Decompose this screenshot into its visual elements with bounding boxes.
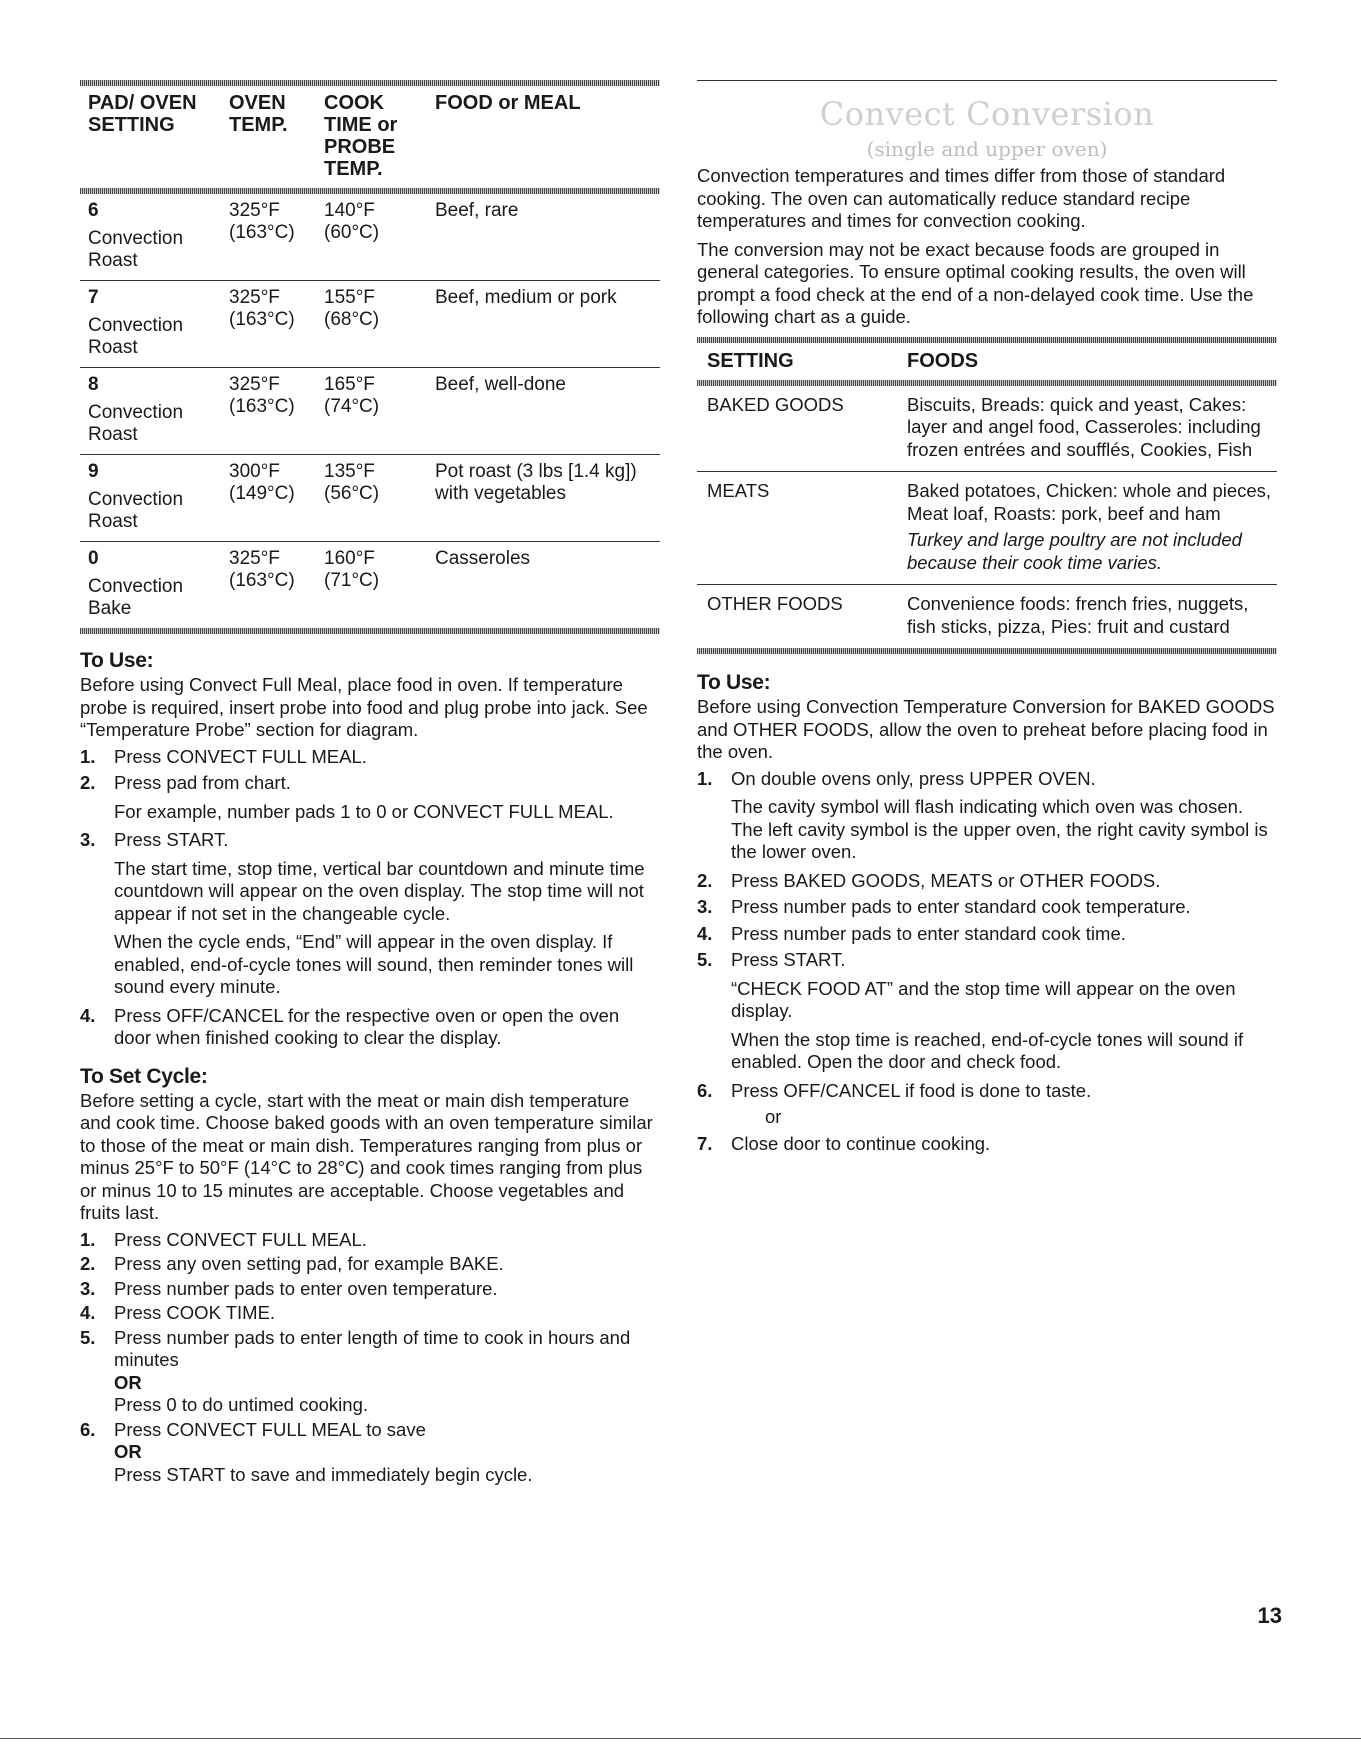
header-foods: FOODS: [907, 349, 979, 372]
pad-setting: Convection Roast: [88, 402, 184, 445]
to-use-heading: To Use:: [80, 649, 154, 672]
list-item: 1. Press CONVECT FULL MEAL.: [80, 1228, 367, 1250]
pad-setting: Convection Roast: [88, 489, 184, 532]
probe-temp-f: 165°F: [324, 374, 375, 395]
table-row: [697, 472, 1277, 585]
step-alternative: Press 0 to do untimed cooking.: [114, 1394, 369, 1415]
convect-para-2: The conversion may not be exact because foods are grouped in general categories. To ensure optimal cooking results, the oven will prompt a food check at the end of a non-delayed cook time. Use the following chart as a guide.: [697, 238, 1254, 327]
food-name: Beef, rare: [435, 200, 519, 221]
to-use-2-steps: [697, 768, 1277, 1156]
footer-rule: [0, 1738, 1361, 1739]
pad-number: 0: [88, 548, 99, 569]
setting-name: OTHER FOODS: [707, 593, 843, 614]
step-note: When the cycle ends, “End” will appear in the oven display. If enabled, end-of-cycle tones will sound, then reminder tones will sound every minute.: [114, 931, 634, 997]
food-name: Pot roast (3 lbs [1.4 kg]) with vegetables: [435, 461, 637, 504]
or-label: OR: [114, 1371, 142, 1393]
table-row: [80, 281, 660, 368]
header-setting: SETTING: [707, 349, 794, 372]
list-item: [697, 1106, 1277, 1129]
probe-temp-c: (71°C): [324, 570, 380, 591]
foods-list: Baked potatoes, Chicken: whole and pieces, Meat loaf, Roasts: pork, beef and ham: [907, 480, 1272, 524]
to-use-section: [80, 648, 660, 1050]
header-cook-time: COOK TIME or PROBE TEMP.: [324, 92, 398, 180]
oven-temp-f: 325°F: [229, 200, 280, 221]
setting-name: MEATS: [707, 480, 770, 501]
probe-temp-f: 140°F: [324, 200, 375, 221]
probe-temp-f: 160°F: [324, 548, 375, 569]
chart-header-row: [80, 86, 660, 188]
pad-setting: Convection Roast: [88, 228, 184, 271]
oven-temp-f: 325°F: [229, 548, 280, 569]
to-use-2-section: [697, 670, 1277, 1155]
step-alternative: Press START to save and immediately begin cycle.: [114, 1463, 533, 1485]
list-item: 2. Press any oven setting pad, for example BAKE.: [80, 1253, 504, 1274]
table-row: [697, 585, 1277, 648]
to-use-steps: [80, 746, 660, 1050]
list-item: 4. Press COOK TIME.: [80, 1302, 276, 1323]
oven-temp-c: (163°C): [229, 396, 295, 417]
step-note: For example, number pads 1 to 0 or CONVECT FULL MEAL.: [114, 800, 614, 822]
step-note: The cavity symbol will flash indicating which oven was chosen. The left cavity symbol is the upper oven, the right cavity symbol is the lower oven.: [731, 796, 1268, 862]
list-item: 2. Press pad from chart. For example, number pads 1 to 0 or CONVECT FULL MEAL.: [80, 772, 660, 823]
pad-number: 6: [88, 200, 99, 221]
foods-list: Convenience foods: french fries, nuggets, fish sticks, pizza, Pies: fruit and custard: [907, 593, 1249, 637]
pad-number: 8: [88, 374, 99, 395]
header-pad-setting: PAD/ OVEN SETTING: [88, 92, 197, 136]
foods-bottom-rule: [697, 648, 1277, 654]
food-name: Beef, well-done: [435, 374, 566, 395]
list-item: 6. Press OFF/CANCEL if food is done to taste.: [697, 1079, 1092, 1101]
list-item: 5. Press START. “CHECK FOOD AT” and the stop time will appear on the oven display. When the stop time is reached, end-of-cycle tones will sound if enabled. Open the door and check food.: [697, 949, 1277, 1074]
probe-temp-c: (74°C): [324, 396, 380, 417]
food-name: Beef, medium or pork: [435, 287, 617, 308]
page-number: 13: [1257, 1603, 1282, 1628]
oven-temp-c: (163°C): [229, 309, 295, 330]
list-item: 3. Press START. The start time, stop time, vertical bar countdown and minute time countdown will appear on the oven display. The stop time will not appear if not set in the changeable cycle. When the cycle ends, “End” will appear in the oven display. If enabled, end-of-cycle tones will sound, then reminder tones will sound every minute.: [80, 829, 660, 999]
to-use-intro: Before using Convect Full Meal, place food in oven. If temperature probe is required, insert probe into food and plug probe into jack. See “Temperature Probe” section for diagram.: [80, 674, 648, 740]
probe-temp-f: 155°F: [324, 287, 375, 308]
to-use-2-heading: To Use:: [697, 671, 771, 694]
list-item: 4. Press number pads to enter standard cook time.: [697, 922, 1126, 944]
table-row: [697, 386, 1277, 473]
set-cycle-intro: Before setting a cycle, start with the meat or main dish temperature and cook time. Choose baked goods with an oven temperature similar to those of the meat or main dish. Temperatures ranging from plus or minus 25°F to 50°F (14°C to 28°C) and cook times ranging from plus or minus 10 to 15 minutes are acceptable. Choose vegetables and fruits last.: [80, 1089, 653, 1223]
list-item: 1. Press CONVECT FULL MEAL.: [80, 745, 367, 767]
pad-setting: Convection Roast: [88, 315, 184, 358]
section-subtitle: (single and upper oven): [866, 137, 1108, 161]
probe-temp-c: (68°C): [324, 309, 380, 330]
list-item: 3. Press number pads to enter standard cook temperature.: [697, 896, 1191, 917]
header-oven-temp: OVEN TEMP.: [229, 92, 288, 136]
oven-temp-c: (149°C): [229, 483, 295, 504]
section-title: Convect Conversion: [819, 95, 1155, 133]
right-top-rule: [697, 80, 1277, 81]
list-item: 2. Press BAKED GOODS, MEATS or OTHER FOODS.: [697, 869, 1161, 891]
list-item: 1. On double ovens only, press UPPER OVEN. The cavity symbol will flash indicating which oven was chosen. The left cavity symbol is the upper oven, the right cavity symbol is the lower oven.: [697, 768, 1277, 864]
oven-temp-f: 325°F: [229, 287, 280, 308]
foods-note: Turkey and large poultry are not included because their cook time varies.: [907, 529, 1242, 573]
table-row: [80, 194, 660, 281]
probe-temp-c: (60°C): [324, 222, 380, 243]
header-food: FOOD or MEAL: [435, 92, 581, 114]
list-item: 3. Press number pads to enter oven temperature.: [80, 1277, 498, 1299]
probe-temp-f: 135°F: [324, 461, 375, 482]
oven-temp-f: 300°F: [229, 461, 280, 482]
convect-para-1: Convection temperatures and times differ from those of standard cooking. The oven can automatically reduce standard recipe temperatures and times for convection cooking.: [697, 165, 1226, 231]
pad-number: 7: [88, 287, 99, 308]
set-cycle-heading: To Set Cycle:: [80, 1064, 208, 1088]
table-row: [80, 368, 660, 455]
convect-conversion-section: [697, 165, 1277, 1155]
step-note: “CHECK FOOD AT” and the stop time will appear on the oven display.: [731, 977, 1236, 1021]
table-row: [80, 542, 660, 628]
foods-chart: [697, 337, 1277, 655]
list-item: 6. Press CONVECT FULL MEAL to save OR Press START to save and immediately begin cycle.: [80, 1419, 660, 1487]
oven-temp-c: (163°C): [229, 222, 295, 243]
foods-list: Biscuits, Breads: quick and yeast, Cakes: layer and angel food, Casseroles: including frozen entrées and soufflés, Cookies, Fish: [907, 393, 1261, 460]
set-cycle-steps: [80, 1229, 660, 1487]
pad-setting: Convection Bake: [88, 576, 184, 619]
food-name: Casseroles: [435, 548, 531, 569]
table-row: [80, 455, 660, 542]
full-meal-chart: [80, 80, 660, 1486]
step-note: When the stop time is reached, end-of-cycle tones will sound if enabled. Open the door and check food.: [731, 1028, 1244, 1072]
list-item: 4. Press OFF/CANCEL for the respective oven or open the oven door when finished cooking to clear the display.: [80, 1004, 620, 1048]
oven-temp-c: (163°C): [229, 570, 295, 591]
foods-header-row: [697, 343, 1277, 380]
chart-bottom-rule: [80, 628, 660, 634]
or-label: OR: [114, 1441, 142, 1462]
list-item: 5. Press number pads to enter length of time to cook in hours and minutes OR Press 0 to do untimed cooking.: [80, 1327, 660, 1417]
set-cycle-section: [80, 1064, 660, 1487]
to-use-2-intro: Before using Convection Temperature Conversion for BAKED GOODS and OTHER FOODS, allow the oven to preheat before placing food in the oven.: [697, 696, 1275, 762]
step-note: The start time, stop time, vertical bar countdown and minute time countdown will appear on the oven display. The stop time will not appear if not set in the changeable cycle.: [114, 857, 645, 924]
setting-name: BAKED GOODS: [707, 393, 844, 415]
pad-number: 9: [88, 461, 99, 482]
or-label: or: [765, 1106, 782, 1127]
list-item: 7. Close door to continue cooking.: [697, 1132, 991, 1154]
probe-temp-c: (56°C): [324, 483, 380, 504]
oven-temp-f: 325°F: [229, 374, 280, 395]
